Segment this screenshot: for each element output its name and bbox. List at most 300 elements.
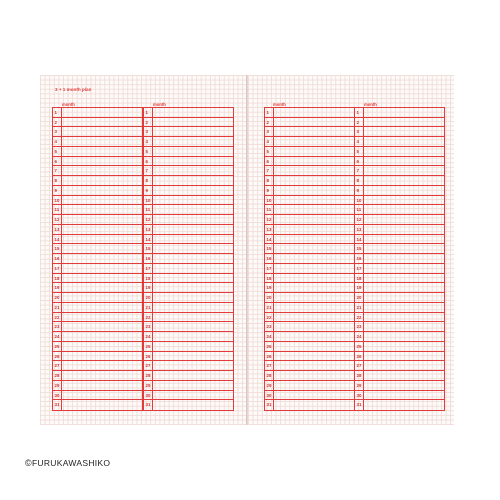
day-row	[355, 264, 444, 274]
month-table	[354, 107, 445, 411]
day-number: 28	[265, 371, 274, 380]
day-entry-field[interactable]	[364, 361, 444, 370]
day-row	[355, 157, 444, 167]
day-entry-field[interactable]	[62, 313, 142, 322]
day-row	[53, 322, 142, 332]
day-number: 3	[265, 127, 274, 136]
day-entry-field[interactable]	[364, 157, 444, 166]
day-number: 10	[355, 196, 364, 205]
day-entry-field[interactable]	[62, 186, 142, 195]
day-entry-field[interactable]	[62, 342, 142, 351]
day-number: 30	[144, 391, 153, 400]
day-number: 12	[53, 215, 62, 224]
day-row	[355, 293, 444, 303]
day-entry-field[interactable]	[153, 205, 233, 214]
day-entry-field[interactable]	[62, 118, 142, 127]
day-entry-field[interactable]	[153, 235, 233, 244]
day-entry-field[interactable]	[62, 127, 142, 136]
day-number: 6	[144, 157, 153, 166]
day-entry-field[interactable]	[62, 371, 142, 380]
day-entry-field[interactable]	[153, 322, 233, 331]
day-row	[265, 303, 354, 313]
day-number: 4	[53, 137, 62, 146]
day-entry-field[interactable]	[153, 371, 233, 380]
day-entry-field[interactable]	[62, 352, 142, 361]
day-number: 20	[144, 293, 153, 302]
day-entry-field[interactable]	[274, 118, 354, 127]
day-entry-field[interactable]	[364, 118, 444, 127]
day-number: 12	[355, 215, 364, 224]
day-number: 25	[265, 342, 274, 351]
day-number: 16	[53, 254, 62, 263]
day-row	[355, 215, 444, 225]
left-page	[40, 75, 247, 425]
day-row	[53, 283, 142, 293]
day-row	[265, 293, 354, 303]
day-entry-field[interactable]	[153, 283, 233, 292]
day-row	[265, 254, 354, 264]
day-number: 24	[144, 332, 153, 341]
day-entry-field[interactable]	[274, 283, 354, 292]
day-entry-field[interactable]	[153, 332, 233, 341]
day-number: 14	[53, 235, 62, 244]
day-number: 19	[265, 283, 274, 292]
day-row	[355, 322, 444, 332]
day-number: 6	[265, 157, 274, 166]
day-row	[53, 166, 142, 176]
day-entry-field[interactable]	[274, 215, 354, 224]
day-row	[53, 225, 142, 235]
day-entry-field[interactable]	[364, 215, 444, 224]
day-entry-field[interactable]	[274, 147, 354, 156]
day-row	[265, 400, 354, 410]
day-row	[265, 157, 354, 167]
day-entry-field[interactable]	[62, 176, 142, 185]
day-entry-field[interactable]	[364, 205, 444, 214]
day-row	[144, 371, 233, 381]
day-row	[355, 313, 444, 323]
day-number: 22	[144, 313, 153, 322]
day-row	[53, 205, 142, 215]
day-number: 8	[265, 176, 274, 185]
day-entry-field[interactable]	[153, 186, 233, 195]
day-entry-field[interactable]	[62, 274, 142, 283]
day-number: 21	[355, 303, 364, 312]
day-entry-field[interactable]	[364, 166, 444, 175]
day-row	[53, 371, 142, 381]
day-number: 19	[144, 283, 153, 292]
day-entry-field[interactable]	[364, 127, 444, 136]
day-number: 26	[144, 352, 153, 361]
day-entry-field[interactable]	[62, 147, 142, 156]
day-row	[144, 127, 233, 137]
day-row	[355, 235, 444, 245]
day-entry-field[interactable]	[62, 157, 142, 166]
day-entry-field[interactable]	[364, 342, 444, 351]
day-row	[144, 196, 233, 206]
day-entry-field[interactable]	[364, 225, 444, 234]
day-row	[144, 400, 233, 410]
day-row	[144, 342, 233, 352]
day-row	[355, 176, 444, 186]
day-row	[265, 361, 354, 371]
day-row	[265, 137, 354, 147]
day-row	[144, 157, 233, 167]
day-entry-field[interactable]	[153, 137, 233, 146]
day-row	[355, 371, 444, 381]
day-number: 24	[355, 332, 364, 341]
day-row	[53, 137, 142, 147]
day-number: 31	[144, 400, 153, 410]
day-entry-field[interactable]	[274, 176, 354, 185]
day-number: 19	[53, 283, 62, 292]
day-number: 30	[265, 391, 274, 400]
day-entry-field[interactable]	[274, 157, 354, 166]
day-entry-field[interactable]	[364, 322, 444, 331]
day-entry-field[interactable]	[153, 215, 233, 224]
day-entry-field[interactable]	[153, 108, 233, 117]
day-entry-field[interactable]	[153, 118, 233, 127]
day-row	[144, 235, 233, 245]
day-entry-field[interactable]	[274, 332, 354, 341]
day-number: 5	[265, 147, 274, 156]
day-entry-field[interactable]	[153, 264, 233, 273]
day-entry-field[interactable]	[153, 147, 233, 156]
day-row	[265, 176, 354, 186]
day-row	[355, 205, 444, 215]
day-entry-field[interactable]	[62, 225, 142, 234]
day-entry-field[interactable]	[62, 322, 142, 331]
day-number: 17	[265, 264, 274, 273]
day-entry-field[interactable]	[364, 196, 444, 205]
column-label-month: month	[273, 102, 286, 107]
day-number: 27	[355, 361, 364, 370]
day-number: 1	[265, 108, 274, 117]
day-entry-field[interactable]	[274, 293, 354, 302]
day-number: 26	[53, 352, 62, 361]
day-entry-field[interactable]	[153, 274, 233, 283]
day-entry-field[interactable]	[62, 293, 142, 302]
day-number: 1	[144, 108, 153, 117]
day-row	[355, 274, 444, 284]
day-entry-field[interactable]	[364, 381, 444, 390]
day-entry-field[interactable]	[274, 127, 354, 136]
day-entry-field[interactable]	[153, 244, 233, 253]
day-entry-field[interactable]	[153, 176, 233, 185]
day-entry-field[interactable]	[364, 283, 444, 292]
day-number: 21	[53, 303, 62, 312]
day-row	[53, 186, 142, 196]
day-entry-field[interactable]	[153, 400, 233, 410]
day-number: 7	[53, 166, 62, 175]
day-entry-field[interactable]	[153, 254, 233, 263]
day-row	[265, 332, 354, 342]
day-number: 15	[355, 244, 364, 253]
day-row	[355, 137, 444, 147]
day-row	[144, 352, 233, 362]
day-number: 17	[355, 264, 364, 273]
day-number: 6	[53, 157, 62, 166]
day-entry-field[interactable]	[274, 264, 354, 273]
day-entry-field[interactable]	[274, 205, 354, 214]
day-entry-field[interactable]	[274, 381, 354, 390]
day-entry-field[interactable]	[274, 225, 354, 234]
day-entry-field[interactable]	[274, 391, 354, 400]
day-row	[144, 118, 233, 128]
day-row	[53, 157, 142, 167]
day-row	[265, 264, 354, 274]
day-entry-field[interactable]	[364, 371, 444, 380]
day-number: 18	[144, 274, 153, 283]
page-title: 3 + 1 month plan	[55, 87, 92, 92]
day-number: 2	[265, 118, 274, 127]
day-row	[265, 108, 354, 118]
day-entry-field[interactable]	[153, 352, 233, 361]
day-entry-field[interactable]	[274, 166, 354, 175]
day-row	[53, 147, 142, 157]
day-number: 14	[265, 235, 274, 244]
day-number: 17	[53, 264, 62, 273]
day-number: 7	[355, 166, 364, 175]
day-number: 9	[265, 186, 274, 195]
day-number: 18	[53, 274, 62, 283]
day-number: 12	[144, 215, 153, 224]
day-entry-field[interactable]	[153, 361, 233, 370]
brand-name: FURUKAWASHIKO	[31, 458, 111, 468]
day-entry-field[interactable]	[62, 361, 142, 370]
day-number: 20	[265, 293, 274, 302]
day-row	[144, 293, 233, 303]
day-number: 4	[355, 137, 364, 146]
day-entry-field[interactable]	[62, 244, 142, 253]
day-number: 13	[144, 225, 153, 234]
day-row	[144, 254, 233, 264]
day-entry-field[interactable]	[364, 264, 444, 273]
day-entry-field[interactable]	[274, 342, 354, 351]
day-row	[144, 361, 233, 371]
day-entry-field[interactable]	[274, 400, 354, 410]
day-row	[355, 381, 444, 391]
day-entry-field[interactable]	[364, 293, 444, 302]
day-number: 8	[355, 176, 364, 185]
day-row	[265, 322, 354, 332]
day-entry-field[interactable]	[364, 254, 444, 263]
day-number: 18	[265, 274, 274, 283]
day-number: 27	[265, 361, 274, 370]
day-number: 16	[265, 254, 274, 263]
day-number: 31	[355, 400, 364, 410]
day-number: 14	[355, 235, 364, 244]
right-page	[247, 75, 454, 425]
day-row	[144, 186, 233, 196]
day-row	[265, 381, 354, 391]
day-row	[355, 147, 444, 157]
day-number: 9	[53, 186, 62, 195]
day-entry-field[interactable]	[153, 225, 233, 234]
day-row	[355, 127, 444, 137]
day-entry-field[interactable]	[274, 186, 354, 195]
day-entry-field[interactable]	[364, 303, 444, 312]
day-entry-field[interactable]	[62, 381, 142, 390]
day-row	[265, 186, 354, 196]
day-entry-field[interactable]	[364, 391, 444, 400]
day-number: 3	[144, 127, 153, 136]
day-entry-field[interactable]	[364, 244, 444, 253]
day-entry-field[interactable]	[153, 313, 233, 322]
column-label-month: month	[364, 102, 377, 107]
month-table	[52, 107, 143, 411]
day-entry-field[interactable]	[62, 391, 142, 400]
day-number: 10	[265, 196, 274, 205]
column-label-month: month	[153, 102, 166, 107]
day-entry-field[interactable]	[364, 176, 444, 185]
day-entry-field[interactable]	[62, 303, 142, 312]
day-row	[265, 371, 354, 381]
day-entry-field[interactable]	[153, 293, 233, 302]
day-entry-field[interactable]	[62, 283, 142, 292]
day-row	[53, 215, 142, 225]
day-entry-field[interactable]	[62, 205, 142, 214]
day-row	[144, 176, 233, 186]
column-label-month: month	[62, 102, 75, 107]
day-entry-field[interactable]	[153, 391, 233, 400]
day-number: 31	[53, 400, 62, 410]
day-entry-field[interactable]	[364, 274, 444, 283]
day-entry-field[interactable]	[274, 235, 354, 244]
day-entry-field[interactable]	[62, 235, 142, 244]
day-row	[53, 196, 142, 206]
day-entry-field[interactable]	[62, 400, 142, 410]
day-row	[355, 225, 444, 235]
day-row	[144, 264, 233, 274]
day-number: 29	[144, 381, 153, 390]
day-entry-field[interactable]	[364, 137, 444, 146]
day-row	[144, 137, 233, 147]
day-entry-field[interactable]	[62, 254, 142, 263]
day-entry-field[interactable]	[153, 342, 233, 351]
day-number: 8	[144, 176, 153, 185]
day-entry-field[interactable]	[364, 147, 444, 156]
day-entry-field[interactable]	[274, 313, 354, 322]
day-number: 1	[53, 108, 62, 117]
day-row	[144, 332, 233, 342]
day-row	[265, 391, 354, 401]
day-entry-field[interactable]	[153, 381, 233, 390]
day-row	[355, 166, 444, 176]
day-entry-field[interactable]	[274, 137, 354, 146]
day-entry-field[interactable]	[153, 157, 233, 166]
day-entry-field[interactable]	[364, 186, 444, 195]
day-number: 8	[53, 176, 62, 185]
day-row	[53, 303, 142, 313]
day-entry-field[interactable]	[274, 371, 354, 380]
day-entry-field[interactable]	[62, 166, 142, 175]
day-entry-field[interactable]	[274, 108, 354, 117]
day-number: 31	[265, 400, 274, 410]
day-entry-field[interactable]	[274, 303, 354, 312]
day-row	[53, 391, 142, 401]
day-entry-field[interactable]	[364, 352, 444, 361]
day-entry-field[interactable]	[274, 361, 354, 370]
day-row	[144, 322, 233, 332]
day-row	[144, 381, 233, 391]
day-number: 29	[355, 381, 364, 390]
day-number: 30	[53, 391, 62, 400]
day-number: 23	[53, 322, 62, 331]
day-row	[265, 118, 354, 128]
day-row	[265, 352, 354, 362]
day-row	[265, 313, 354, 323]
day-number: 7	[144, 166, 153, 175]
day-entry-field[interactable]	[364, 108, 444, 117]
day-row	[355, 361, 444, 371]
day-row	[53, 400, 142, 410]
day-row	[53, 342, 142, 352]
month-table	[264, 107, 355, 411]
day-number: 20	[355, 293, 364, 302]
day-number: 5	[144, 147, 153, 156]
copyright-credit	[25, 458, 110, 468]
day-number: 4	[144, 137, 153, 146]
day-row	[355, 352, 444, 362]
day-number: 19	[355, 283, 364, 292]
day-number: 11	[53, 205, 62, 214]
day-number: 15	[265, 244, 274, 253]
day-entry-field[interactable]	[364, 313, 444, 322]
copyright-icon: ©	[25, 458, 32, 468]
day-entry-field[interactable]	[274, 274, 354, 283]
day-row	[355, 342, 444, 352]
day-entry-field[interactable]	[364, 332, 444, 341]
day-number: 2	[355, 118, 364, 127]
day-number: 21	[265, 303, 274, 312]
day-entry-field[interactable]	[62, 108, 142, 117]
day-row	[53, 127, 142, 137]
day-entry-field[interactable]	[62, 332, 142, 341]
day-number: 3	[355, 127, 364, 136]
day-entry-field[interactable]	[364, 235, 444, 244]
day-number: 16	[144, 254, 153, 263]
day-entry-field[interactable]	[153, 196, 233, 205]
day-entry-field[interactable]	[153, 127, 233, 136]
day-entry-field[interactable]	[153, 166, 233, 175]
day-row	[265, 244, 354, 254]
day-entry-field[interactable]	[62, 196, 142, 205]
day-number: 28	[53, 371, 62, 380]
day-entry-field[interactable]	[274, 352, 354, 361]
day-entry-field[interactable]	[274, 196, 354, 205]
day-row	[265, 215, 354, 225]
day-row	[355, 118, 444, 128]
day-entry-field[interactable]	[364, 400, 444, 410]
day-entry-field[interactable]	[62, 264, 142, 273]
day-row	[265, 127, 354, 137]
day-entry-field[interactable]	[153, 303, 233, 312]
day-number: 11	[265, 205, 274, 214]
day-entry-field[interactable]	[62, 137, 142, 146]
day-number: 1	[355, 108, 364, 117]
day-row	[144, 274, 233, 284]
day-entry-field[interactable]	[62, 215, 142, 224]
day-entry-field[interactable]	[274, 244, 354, 253]
day-entry-field[interactable]	[274, 322, 354, 331]
day-row	[355, 283, 444, 293]
day-entry-field[interactable]	[274, 254, 354, 263]
day-number: 5	[355, 147, 364, 156]
day-number: 30	[355, 391, 364, 400]
day-row	[144, 215, 233, 225]
day-number: 13	[265, 225, 274, 234]
